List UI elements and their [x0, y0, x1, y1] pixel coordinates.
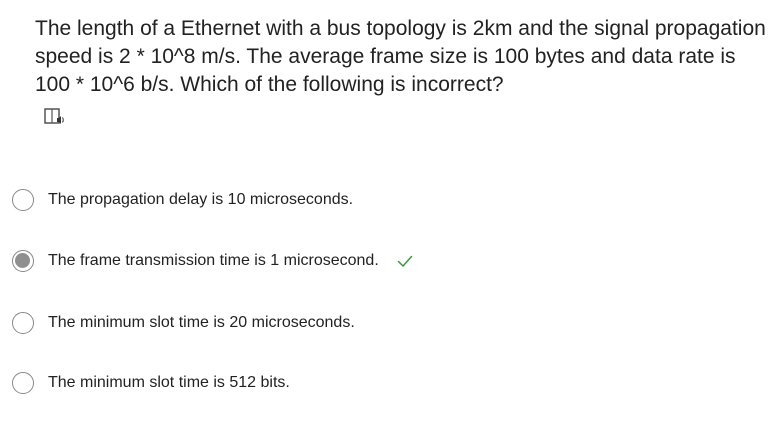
- option-3[interactable]: [12, 308, 355, 338]
- option-label: The propagation delay is 10 microseconds.: [48, 191, 354, 208]
- option-label: The minimum slot time is 20 microseconds.: [48, 314, 355, 331]
- option-2[interactable]: [12, 246, 413, 276]
- option-1[interactable]: [12, 185, 353, 215]
- immersive-reader-button[interactable]: [44, 107, 66, 127]
- option-label: The frame transmission time is 1 microsecond.: [48, 252, 379, 269]
- radio-button[interactable]: [12, 189, 34, 211]
- radio-button[interactable]: [12, 372, 34, 394]
- option-label: The minimum slot time is 512 bits.: [48, 374, 290, 391]
- checkmark-icon: [397, 254, 413, 268]
- radio-button[interactable]: [12, 312, 34, 334]
- radio-button-selected[interactable]: [12, 250, 34, 272]
- immersive-reader-icon: [44, 107, 66, 127]
- question-text: The length of a Ethernet with a bus topology is 2km and the signal propagation speed is 2 * 10^8 m/s. The average frame size is 100 bytes and data rate is 100 * 10^6 b/s. Which of the following is incorrect?: [35, 17, 766, 96]
- option-4[interactable]: [12, 368, 290, 398]
